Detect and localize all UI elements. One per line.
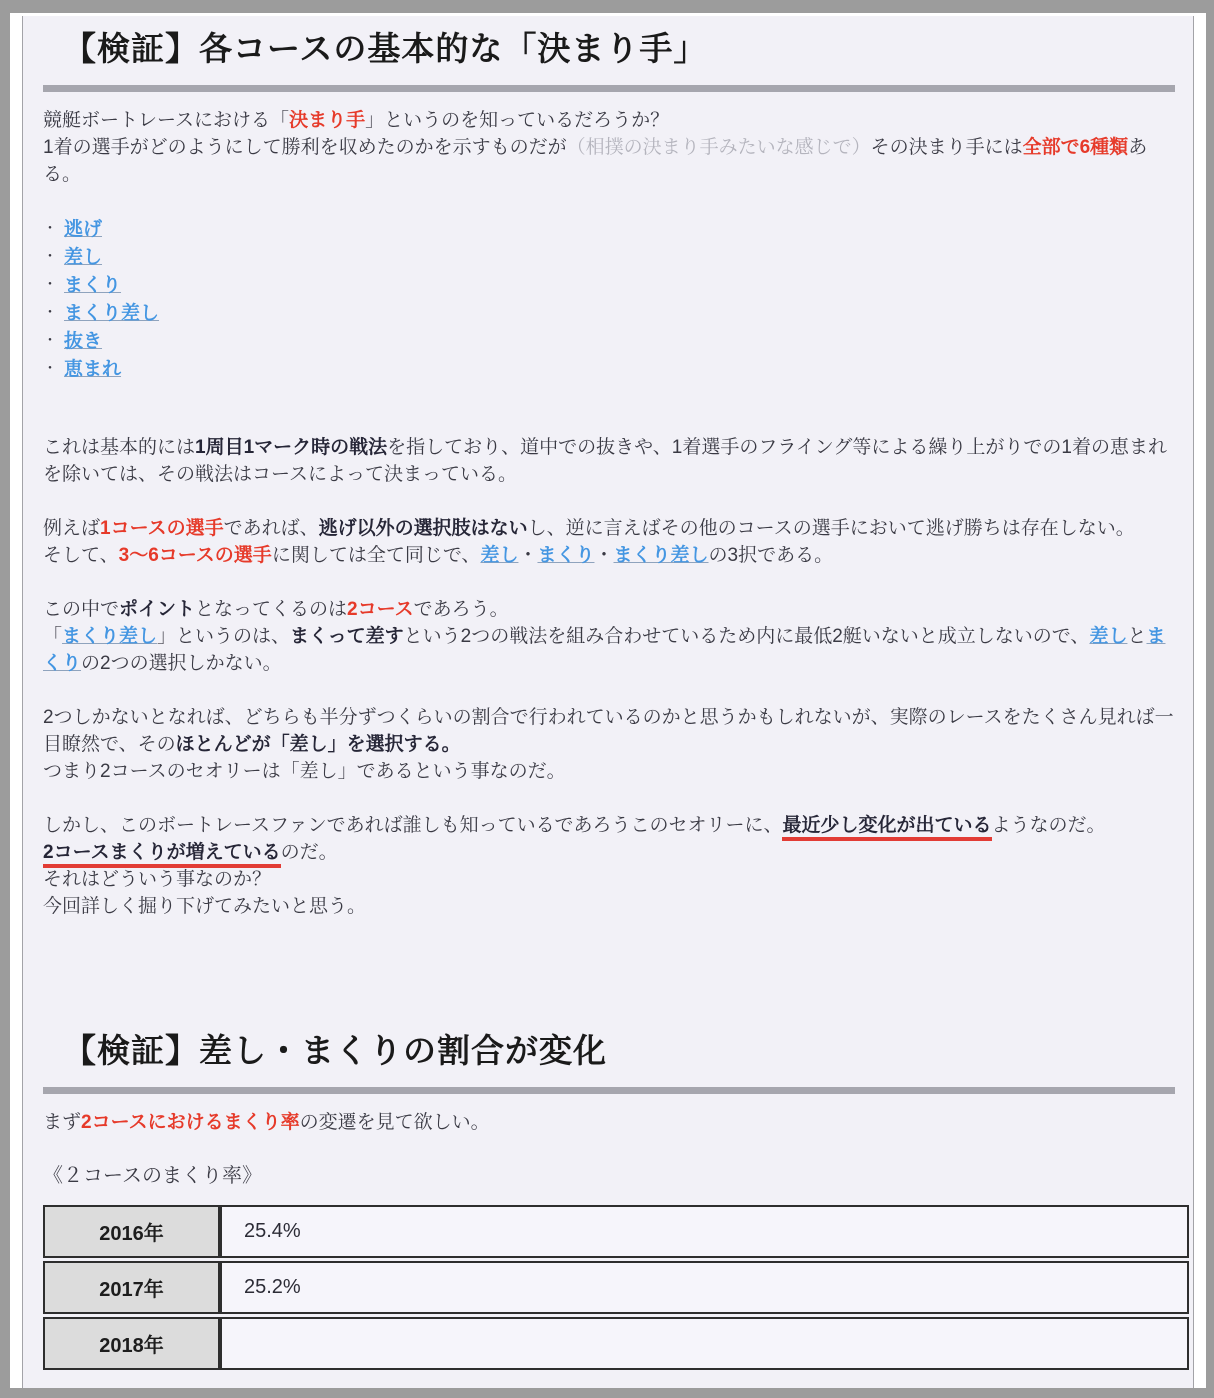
text-segment-red: 決まり手: [289, 110, 366, 131]
table-row: [43, 1205, 1189, 1258]
text-segment: ある。: [43, 137, 1148, 185]
text-segment-red: 2コース: [347, 599, 414, 620]
text-segment: その決まり手には: [870, 137, 1023, 158]
text-segment: であれば、: [223, 518, 319, 539]
link-sashi[interactable]: 差し: [1089, 626, 1128, 647]
bullet: ・: [43, 332, 57, 348]
link-megumare[interactable]: 恵まれ: [64, 359, 122, 380]
text-segment: 今回詳しく掘り下げてみたいと思う。: [43, 896, 367, 917]
link-makuri[interactable]: まくり: [537, 545, 595, 566]
text-segment-gray: （相撲の決まり手みたいな感じで）: [566, 137, 871, 158]
bullet: ・: [43, 248, 57, 264]
table-row: [43, 1317, 1189, 1370]
text-segment: ・: [518, 545, 538, 566]
paragraph-intro: [43, 107, 1175, 188]
kimarite-link-list: [43, 215, 1175, 383]
text-segment: 例えば: [43, 518, 101, 539]
text-segment: であろう。: [413, 599, 509, 620]
link-nuki[interactable]: 抜き: [64, 331, 103, 352]
link-nige[interactable]: 逃げ: [64, 219, 103, 240]
text-segment-red: 3〜6コースの選手: [118, 545, 272, 566]
link-sashi[interactable]: 差し: [64, 247, 103, 268]
text-segment: の2つの選択しかない。: [81, 653, 282, 674]
link-sashi[interactable]: 差し: [480, 545, 519, 566]
text-segment: そして、: [43, 545, 119, 566]
rate-cell: [220, 1317, 1189, 1370]
bullet: ・: [43, 220, 57, 236]
bullet: ・: [43, 360, 57, 376]
paragraph: [43, 515, 1175, 569]
article-content: [22, 16, 1194, 1388]
text-segment-red: 全部で6種類: [1022, 137, 1129, 158]
list-item: [43, 271, 1175, 299]
paragraph: [43, 1109, 1175, 1136]
text-segment-red: 1コースの選手: [100, 518, 224, 539]
text-segment: ・: [594, 545, 614, 566]
text-segment: のだ。: [280, 842, 338, 863]
text-segment: 2つしかないとなれば、どちらも半分ずつくらいの割合で行われているのかと思うかもしれないが、実際のレースをたくさん見れば一目瞭然で、その: [43, 707, 1174, 755]
paragraph: [43, 596, 1175, 677]
page-frame: [10, 13, 1206, 1388]
section-rate-change: [43, 1022, 1175, 1373]
text-segment: に関しては全て同じで、: [271, 545, 481, 566]
text-segment: し、逆に言えばその他のコースの選手において逃げ勝ちは存在しない。: [527, 518, 1135, 539]
text-segment: それはどういう事なのか？: [43, 869, 272, 890]
table-caption: 《２コースのまくり率》: [43, 1165, 262, 1187]
paragraph: [43, 434, 1175, 488]
list-item: [43, 243, 1175, 271]
text-segment-bold: まくって差す: [290, 626, 404, 647]
text-segment: 競艇ボートレースにおける「: [43, 110, 290, 131]
section-title-2: 【検証】差し・まくりの割合が変化: [63, 1032, 607, 1069]
text-segment: の3択である。: [708, 545, 834, 566]
text-segment: 「: [43, 626, 63, 647]
text-segment: 」というのを知っているだろうか？: [365, 110, 670, 131]
text-segment: と: [1127, 626, 1147, 647]
text-segment: 1着の選手がどのようにして勝利を収めたのかを示すものだが: [43, 137, 567, 158]
text-segment: この中で: [43, 599, 120, 620]
year-cell: 2016年: [43, 1205, 220, 1258]
section-kimarite: [43, 20, 1175, 920]
text-segment: しかし、このボートレースファンであれば誰しも知っているであろうこのセオリーに、: [43, 815, 783, 836]
text-segment-bold: 逃げ以外の選択肢はない: [318, 518, 528, 539]
list-item: [43, 299, 1175, 327]
text-segment-bold: ほとんどが「差し」を選択する。: [175, 734, 461, 755]
year-cell: 2017年: [43, 1261, 220, 1314]
text-segment-red: 2コースにおけるまくり率: [81, 1112, 300, 1133]
list-item: [43, 215, 1175, 243]
text-segment-underlined: 2コースまくりが増えている: [43, 842, 281, 868]
makuri-rate-table: [43, 1202, 1189, 1373]
list-item: [43, 355, 1175, 383]
link-makurizashi[interactable]: まくり差し: [62, 626, 158, 647]
text-segment-bold: ポイント: [119, 599, 196, 620]
bullet: ・: [43, 304, 57, 320]
link-makurizashi[interactable]: まくり差し: [613, 545, 709, 566]
table-row: [43, 1261, 1189, 1314]
divider-bar: [43, 1087, 1175, 1094]
year-cell: 2018年: [43, 1317, 220, 1370]
divider-bar: [43, 85, 1175, 92]
paragraph: [43, 812, 1175, 920]
text-segment: の変遷を見て欲しい。: [299, 1112, 490, 1133]
bullet: ・: [43, 276, 57, 292]
link-makuri[interactable]: まくり: [64, 275, 122, 296]
link-makurizashi[interactable]: まくり差し: [64, 303, 160, 324]
text-segment: を指しており、道中での抜きや、1着選手のフライング等による繰り上がりでの1着の恵まれを除いては、その戦法はコースによって決まっている。: [43, 437, 1167, 485]
list-item: [43, 327, 1175, 355]
link-makuri[interactable]: まくり: [43, 626, 1166, 674]
text-segment: これは基本的には: [43, 437, 196, 458]
paragraph: [43, 704, 1175, 785]
text-segment: という2つの戦法を組み合わせているため内に最低2艇いないと成立しないので、: [403, 626, 1090, 647]
rate-cell: 25.4%: [220, 1205, 1189, 1258]
text-segment: ようなのだ。: [991, 815, 1106, 836]
text-segment: まず: [43, 1112, 82, 1133]
rate-cell: 25.2%: [220, 1261, 1189, 1314]
text-segment-underlined: 最近少し変化が出ている: [782, 815, 991, 841]
text-segment-bold: 1周目1マーク時の戦法: [195, 437, 388, 458]
text-segment: つまり2コースのセオリーは「差し」であるという事なのだ。: [43, 761, 566, 782]
text-segment: となってくるのは: [195, 599, 348, 620]
text-segment: 」というのは、: [157, 626, 291, 647]
section-title-1: 【検証】各コースの基本的な「決まり手」: [63, 30, 708, 67]
